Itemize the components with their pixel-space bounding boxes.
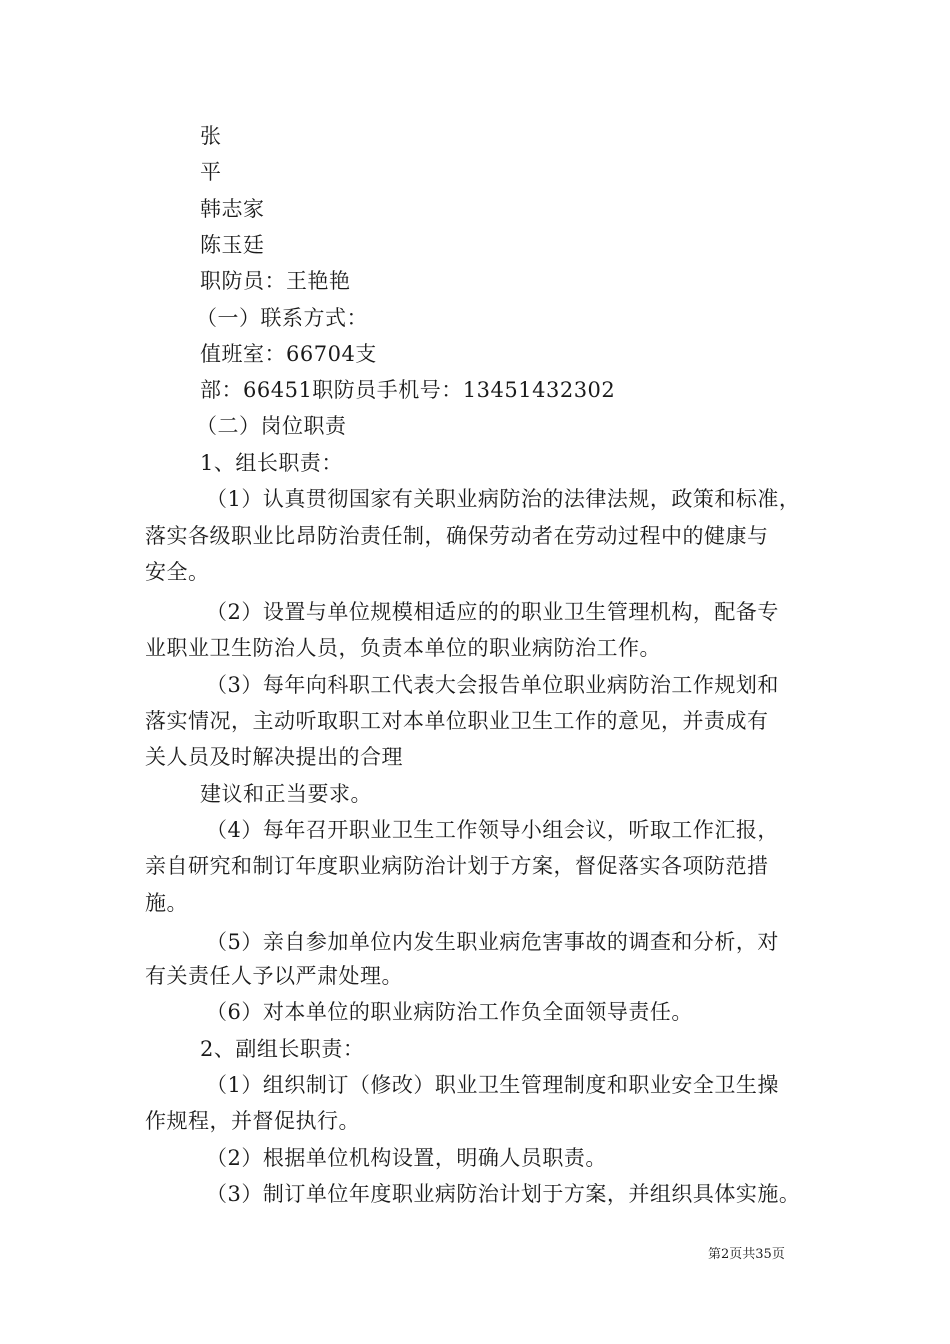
leader-item-4-line-2: 亲自研究和制订年度职业病防治计划于方案，督促落实各项防范措	[145, 854, 769, 878]
leader-item-3-line-1: （3）每年向科职工代表大会报告单位职业病防治工作规划和	[206, 673, 779, 697]
name-line: 平	[200, 160, 222, 184]
leader-item-3-line-2: 落实情况，主动听取职工对本单位职业卫生工作的意见，并责成有	[145, 709, 769, 733]
duties-heading: （二）岗位职责	[196, 414, 347, 438]
deputy-heading: 2、副组长职责：	[200, 1037, 365, 1061]
leader-item-5-line-2: 有关责任人予以严肃处理。	[145, 964, 403, 988]
deputy-item-2-line-1: （2）根据单位机构设置，明确人员职责。	[206, 1146, 607, 1170]
leader-item-3-continuation: 建议和正当要求。	[200, 782, 372, 806]
contact-heading: （一）联系方式：	[196, 306, 368, 330]
deputy-item-1-line-1: （1）组织制订（修改）职业卫生管理制度和职业安全卫生操	[206, 1073, 779, 1097]
leader-item-1-line-2: 落实各级职业比昂防治责任制，确保劳动者在劳动过程中的健康与	[145, 524, 769, 548]
leader-item-4-line-1: （4）每年召开职业卫生工作领导小组会议，听取工作汇报，	[206, 818, 779, 842]
name-line: 张	[200, 124, 222, 148]
leader-item-1-line-3: 安全。	[145, 560, 210, 584]
name-line: 陈玉廷	[200, 233, 265, 257]
leader-item-5-line-1: （5）亲自参加单位内发生职业病危害事故的调查和分析，对	[206, 930, 779, 954]
page-number: 第2页共35页	[708, 1247, 785, 1262]
leader-item-4-line-3: 施。	[145, 891, 188, 915]
staff-line: 职防员：王艳艳	[200, 269, 351, 293]
name-line: 韩志家	[200, 197, 265, 221]
leader-item-2-line-2: 业职业卫生防治人员，负责本单位的职业病防治工作。	[145, 636, 661, 660]
leader-item-1-line-1: （1）认真贯彻国家有关职业病防治的法律法规，政策和标准，	[206, 487, 801, 511]
duty-room-line: 值班室：66704支	[200, 342, 377, 366]
leader-item-2-line-1: （2）设置与单位规模相适应的的职业卫生管理机构，配备专	[206, 600, 779, 624]
deputy-item-3-line-1: （3）制订单位年度职业病防治计划于方案，并组织具体实施。	[206, 1182, 801, 1206]
leader-heading: 1、组长职责：	[200, 451, 343, 475]
leader-item-6-line-1: （6）对本单位的职业病防治工作负全面领导责任。	[206, 1000, 693, 1024]
deputy-item-1-line-2: 作规程，并督促执行。	[145, 1109, 360, 1133]
phone-line: 部：66451职防员手机号：13451432302	[200, 378, 616, 402]
leader-item-3-line-3: 关人员及时解决提出的合理	[145, 745, 403, 769]
